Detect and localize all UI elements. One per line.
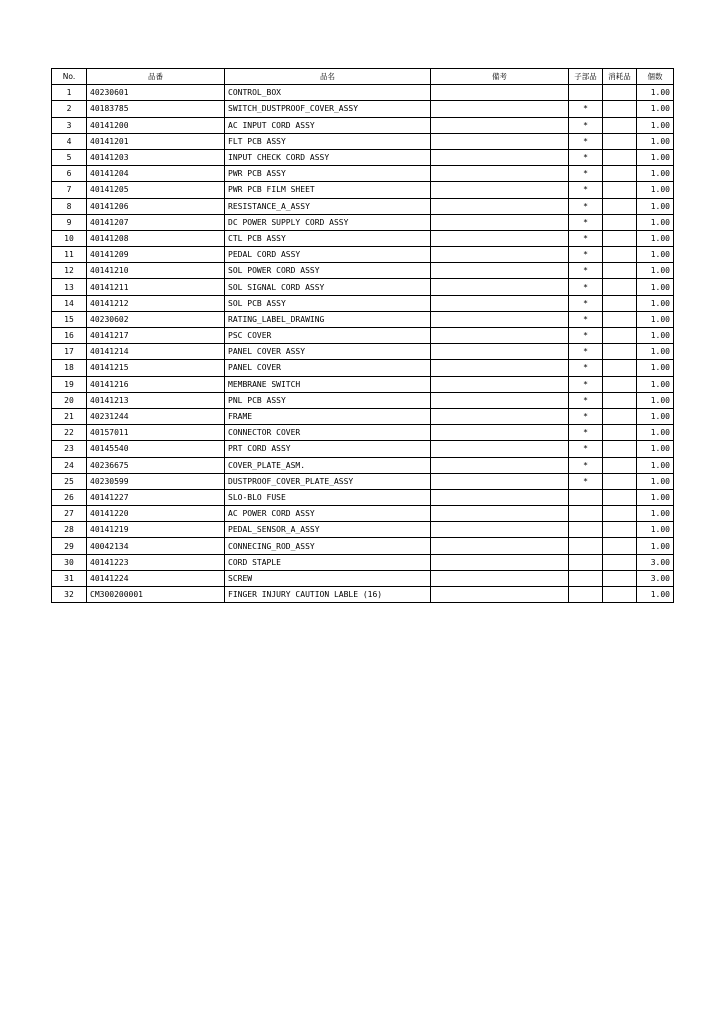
cell-no: 25	[52, 473, 87, 489]
cell-no: 23	[52, 441, 87, 457]
cell-sub-part: *	[569, 247, 603, 263]
cell-name: CONNECTOR COVER	[225, 425, 431, 441]
cell-qty: 1.00	[637, 247, 674, 263]
cell-sub-part	[569, 538, 603, 554]
cell-sub-part: *	[569, 360, 603, 376]
cell-consumable	[603, 408, 637, 424]
table-row	[52, 279, 674, 295]
cell-consumable	[603, 279, 637, 295]
cell-part-no: 40230602	[87, 311, 225, 327]
cell-consumable	[603, 328, 637, 344]
cell-name: PWR PCB ASSY	[225, 166, 431, 182]
cell-sub-part: *	[569, 263, 603, 279]
cell-qty: 1.00	[637, 408, 674, 424]
cell-no: 4	[52, 133, 87, 149]
cell-name: SWITCH_DUSTPROOF_COVER_ASSY	[225, 101, 431, 117]
header-part-no: 品番	[87, 69, 225, 85]
header-remarks: 備考	[431, 69, 569, 85]
cell-remarks	[431, 247, 569, 263]
cell-remarks	[431, 473, 569, 489]
cell-name: PSC COVER	[225, 328, 431, 344]
cell-sub-part: *	[569, 182, 603, 198]
cell-part-no: 40141203	[87, 149, 225, 165]
cell-no: 15	[52, 311, 87, 327]
cell-sub-part: *	[569, 101, 603, 117]
cell-no: 2	[52, 101, 87, 117]
cell-remarks	[431, 295, 569, 311]
cell-name: RATING_LABEL_DRAWING	[225, 311, 431, 327]
cell-no: 24	[52, 457, 87, 473]
cell-remarks	[431, 328, 569, 344]
cell-qty: 3.00	[637, 570, 674, 586]
cell-remarks	[431, 425, 569, 441]
cell-no: 26	[52, 489, 87, 505]
cell-remarks	[431, 311, 569, 327]
cell-part-no: 40230601	[87, 85, 225, 101]
cell-sub-part: *	[569, 166, 603, 182]
cell-name: SLO-BLO FUSE	[225, 489, 431, 505]
cell-sub-part: *	[569, 279, 603, 295]
cell-name: DUSTPROOF_COVER_PLATE_ASSY	[225, 473, 431, 489]
cell-remarks	[431, 408, 569, 424]
cell-no: 20	[52, 392, 87, 408]
cell-remarks	[431, 489, 569, 505]
cell-no: 27	[52, 506, 87, 522]
header-sub-part: 子部品	[569, 69, 603, 85]
table-row	[52, 117, 674, 133]
cell-consumable	[603, 247, 637, 263]
table-row	[52, 457, 674, 473]
cell-no: 17	[52, 344, 87, 360]
cell-no: 31	[52, 570, 87, 586]
cell-sub-part: *	[569, 376, 603, 392]
cell-no: 1	[52, 85, 87, 101]
cell-qty: 1.00	[637, 149, 674, 165]
cell-part-no: 40141210	[87, 263, 225, 279]
cell-sub-part: *	[569, 408, 603, 424]
cell-sub-part: *	[569, 425, 603, 441]
cell-remarks	[431, 198, 569, 214]
cell-sub-part: *	[569, 117, 603, 133]
table-row	[52, 166, 674, 182]
cell-qty: 1.00	[637, 166, 674, 182]
cell-qty: 1.00	[637, 230, 674, 246]
table-row	[52, 182, 674, 198]
cell-no: 30	[52, 554, 87, 570]
cell-consumable	[603, 133, 637, 149]
table-row	[52, 344, 674, 360]
table-header	[52, 69, 674, 85]
cell-qty: 1.00	[637, 425, 674, 441]
cell-sub-part	[569, 489, 603, 505]
cell-remarks	[431, 457, 569, 473]
cell-sub-part: *	[569, 392, 603, 408]
cell-qty: 1.00	[637, 538, 674, 554]
cell-qty: 1.00	[637, 344, 674, 360]
cell-qty: 1.00	[637, 392, 674, 408]
cell-no: 8	[52, 198, 87, 214]
cell-sub-part: *	[569, 214, 603, 230]
cell-consumable	[603, 489, 637, 505]
cell-remarks	[431, 570, 569, 586]
table-row	[52, 149, 674, 165]
cell-no: 10	[52, 230, 87, 246]
cell-no: 6	[52, 166, 87, 182]
table-row	[52, 214, 674, 230]
cell-qty: 1.00	[637, 85, 674, 101]
cell-part-no: 40183785	[87, 101, 225, 117]
table-row	[52, 360, 674, 376]
table-row	[52, 392, 674, 408]
cell-no: 16	[52, 328, 87, 344]
cell-no: 7	[52, 182, 87, 198]
table-row	[52, 85, 674, 101]
cell-remarks	[431, 506, 569, 522]
cell-name: SOL SIGNAL CORD ASSY	[225, 279, 431, 295]
table-row	[52, 101, 674, 117]
cell-part-no: 40157011	[87, 425, 225, 441]
cell-no: 13	[52, 279, 87, 295]
cell-consumable	[603, 473, 637, 489]
cell-no: 11	[52, 247, 87, 263]
cell-remarks	[431, 441, 569, 457]
cell-name: CORD STAPLE	[225, 554, 431, 570]
cell-consumable	[603, 538, 637, 554]
cell-sub-part: *	[569, 311, 603, 327]
cell-part-no: 40141223	[87, 554, 225, 570]
cell-sub-part: *	[569, 344, 603, 360]
table-row	[52, 376, 674, 392]
cell-qty: 1.00	[637, 328, 674, 344]
table-row	[52, 328, 674, 344]
cell-sub-part	[569, 587, 603, 603]
cell-qty: 1.00	[637, 101, 674, 117]
cell-consumable	[603, 166, 637, 182]
cell-no: 28	[52, 522, 87, 538]
cell-consumable	[603, 149, 637, 165]
cell-remarks	[431, 360, 569, 376]
cell-part-no: CM300200001	[87, 587, 225, 603]
table-row	[52, 230, 674, 246]
cell-qty: 1.00	[637, 133, 674, 149]
cell-qty: 1.00	[637, 506, 674, 522]
cell-name: FINGER INJURY CAUTION LABLE (16)	[225, 587, 431, 603]
cell-consumable	[603, 360, 637, 376]
table-row	[52, 570, 674, 586]
parts-list-table	[51, 68, 674, 603]
cell-sub-part: *	[569, 230, 603, 246]
cell-sub-part: *	[569, 473, 603, 489]
cell-no: 18	[52, 360, 87, 376]
cell-sub-part	[569, 570, 603, 586]
cell-part-no: 40042134	[87, 538, 225, 554]
cell-part-no: 40141224	[87, 570, 225, 586]
cell-part-no: 40141208	[87, 230, 225, 246]
cell-no: 22	[52, 425, 87, 441]
cell-part-no: 40141209	[87, 247, 225, 263]
cell-consumable	[603, 425, 637, 441]
cell-no: 12	[52, 263, 87, 279]
cell-remarks	[431, 263, 569, 279]
cell-consumable	[603, 506, 637, 522]
cell-no: 21	[52, 408, 87, 424]
table-row	[52, 408, 674, 424]
cell-qty: 1.00	[637, 522, 674, 538]
cell-consumable	[603, 117, 637, 133]
cell-consumable	[603, 441, 637, 457]
cell-consumable	[603, 311, 637, 327]
cell-name: MEMBRANE SWITCH	[225, 376, 431, 392]
cell-name: CONTROL_BOX	[225, 85, 431, 101]
cell-remarks	[431, 554, 569, 570]
table-row	[52, 247, 674, 263]
table-row	[52, 473, 674, 489]
cell-name: SCREW	[225, 570, 431, 586]
cell-sub-part	[569, 85, 603, 101]
cell-no: 32	[52, 587, 87, 603]
cell-consumable	[603, 214, 637, 230]
cell-remarks	[431, 279, 569, 295]
cell-qty: 1.00	[637, 263, 674, 279]
table-row	[52, 133, 674, 149]
cell-no: 3	[52, 117, 87, 133]
header-consumable: 消耗品	[603, 69, 637, 85]
cell-sub-part: *	[569, 295, 603, 311]
cell-part-no: 40141212	[87, 295, 225, 311]
cell-name: PEDAL_SENSOR_A_ASSY	[225, 522, 431, 538]
table-row	[52, 506, 674, 522]
cell-remarks	[431, 344, 569, 360]
cell-qty: 3.00	[637, 554, 674, 570]
table-row	[52, 198, 674, 214]
table-body	[52, 85, 674, 603]
cell-part-no: 40141211	[87, 279, 225, 295]
cell-qty: 1.00	[637, 457, 674, 473]
cell-sub-part: *	[569, 198, 603, 214]
cell-part-no: 40145540	[87, 441, 225, 457]
cell-qty: 1.00	[637, 311, 674, 327]
cell-remarks	[431, 538, 569, 554]
cell-name: FRAME	[225, 408, 431, 424]
cell-part-no: 40141201	[87, 133, 225, 149]
table-row	[52, 554, 674, 570]
cell-sub-part: *	[569, 133, 603, 149]
cell-part-no: 40141227	[87, 489, 225, 505]
cell-no: 29	[52, 538, 87, 554]
header-no: No.	[52, 69, 87, 85]
table-row	[52, 538, 674, 554]
table-row	[52, 263, 674, 279]
cell-remarks	[431, 182, 569, 198]
cell-name: PANEL COVER	[225, 360, 431, 376]
cell-consumable	[603, 554, 637, 570]
cell-name: AC INPUT CORD ASSY	[225, 117, 431, 133]
cell-remarks	[431, 392, 569, 408]
cell-part-no: 40141219	[87, 522, 225, 538]
cell-consumable	[603, 295, 637, 311]
cell-name: FLT PCB ASSY	[225, 133, 431, 149]
cell-remarks	[431, 214, 569, 230]
cell-qty: 1.00	[637, 376, 674, 392]
cell-sub-part	[569, 506, 603, 522]
cell-sub-part	[569, 522, 603, 538]
cell-consumable	[603, 101, 637, 117]
cell-part-no: 40141215	[87, 360, 225, 376]
cell-part-no: 40141220	[87, 506, 225, 522]
header-row	[52, 69, 674, 85]
cell-part-no: 40141206	[87, 198, 225, 214]
cell-part-no: 40141217	[87, 328, 225, 344]
cell-consumable	[603, 587, 637, 603]
cell-name: PNL PCB ASSY	[225, 392, 431, 408]
cell-remarks	[431, 85, 569, 101]
cell-name: PRT CORD ASSY	[225, 441, 431, 457]
cell-consumable	[603, 263, 637, 279]
cell-name: SOL POWER CORD ASSY	[225, 263, 431, 279]
cell-name: PANEL COVER ASSY	[225, 344, 431, 360]
cell-name: RESISTANCE_A_ASSY	[225, 198, 431, 214]
cell-name: CONNECING_ROD_ASSY	[225, 538, 431, 554]
table-row	[52, 295, 674, 311]
header-qty: 個数	[637, 69, 674, 85]
cell-consumable	[603, 230, 637, 246]
header-name: 品名	[225, 69, 431, 85]
cell-consumable	[603, 85, 637, 101]
cell-sub-part: *	[569, 149, 603, 165]
cell-sub-part: *	[569, 328, 603, 344]
cell-qty: 1.00	[637, 214, 674, 230]
cell-qty: 1.00	[637, 587, 674, 603]
cell-remarks	[431, 376, 569, 392]
table-row	[52, 311, 674, 327]
cell-name: PWR PCB FILM SHEET	[225, 182, 431, 198]
cell-qty: 1.00	[637, 473, 674, 489]
cell-sub-part	[569, 554, 603, 570]
cell-name: PEDAL CORD ASSY	[225, 247, 431, 263]
cell-remarks	[431, 166, 569, 182]
cell-part-no: 40141204	[87, 166, 225, 182]
cell-qty: 1.00	[637, 360, 674, 376]
cell-name: AC POWER CORD ASSY	[225, 506, 431, 522]
cell-part-no: 40236675	[87, 457, 225, 473]
cell-part-no: 40141207	[87, 214, 225, 230]
cell-sub-part: *	[569, 457, 603, 473]
cell-remarks	[431, 101, 569, 117]
cell-no: 19	[52, 376, 87, 392]
cell-remarks	[431, 117, 569, 133]
cell-part-no: 40141200	[87, 117, 225, 133]
table-row	[52, 441, 674, 457]
cell-remarks	[431, 522, 569, 538]
cell-remarks	[431, 587, 569, 603]
cell-consumable	[603, 570, 637, 586]
cell-consumable	[603, 392, 637, 408]
cell-consumable	[603, 522, 637, 538]
cell-part-no: 40141216	[87, 376, 225, 392]
cell-qty: 1.00	[637, 198, 674, 214]
cell-remarks	[431, 133, 569, 149]
cell-no: 9	[52, 214, 87, 230]
cell-qty: 1.00	[637, 182, 674, 198]
cell-consumable	[603, 457, 637, 473]
cell-no: 5	[52, 149, 87, 165]
cell-part-no: 40231244	[87, 408, 225, 424]
table-row	[52, 489, 674, 505]
cell-part-no: 40141213	[87, 392, 225, 408]
cell-qty: 1.00	[637, 441, 674, 457]
cell-name: CTL PCB ASSY	[225, 230, 431, 246]
cell-name: COVER_PLATE_ASM.	[225, 457, 431, 473]
cell-no: 14	[52, 295, 87, 311]
table-row	[52, 425, 674, 441]
cell-consumable	[603, 376, 637, 392]
table-row	[52, 522, 674, 538]
cell-sub-part: *	[569, 441, 603, 457]
cell-name: INPUT CHECK CORD ASSY	[225, 149, 431, 165]
cell-consumable	[603, 344, 637, 360]
cell-remarks	[431, 149, 569, 165]
cell-qty: 1.00	[637, 295, 674, 311]
cell-consumable	[603, 182, 637, 198]
cell-part-no: 40141214	[87, 344, 225, 360]
cell-qty: 1.00	[637, 279, 674, 295]
cell-part-no: 40230599	[87, 473, 225, 489]
cell-qty: 1.00	[637, 489, 674, 505]
cell-name: DC POWER SUPPLY CORD ASSY	[225, 214, 431, 230]
cell-remarks	[431, 230, 569, 246]
cell-part-no: 40141205	[87, 182, 225, 198]
cell-consumable	[603, 198, 637, 214]
cell-name: SOL PCB ASSY	[225, 295, 431, 311]
table-row	[52, 587, 674, 603]
cell-qty: 1.00	[637, 117, 674, 133]
